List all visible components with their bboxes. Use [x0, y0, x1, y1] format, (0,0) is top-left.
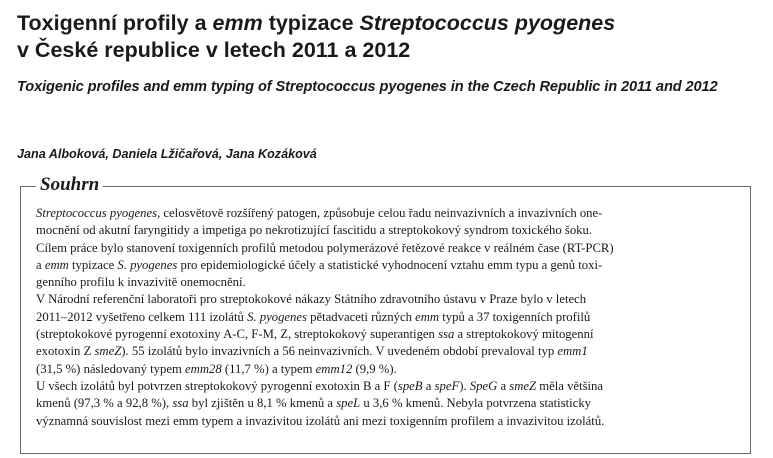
abstract-text: pro epidemiologické účely a statistické vyhodnocení vztahu emm typu a genů toxi- — [177, 257, 603, 272]
abstract-text: (11,7 %) a typem — [221, 361, 316, 376]
abstract-italic-text: smeZ — [94, 344, 122, 359]
english-title: Toxigenic profiles and emm typing of Streptococcus pyogenes in the Czech Republic in 2011 and 2012 — [17, 79, 718, 95]
title-line-1 — [17, 10, 767, 37]
abstract-text: (31,5 %) následovaný typem — [36, 361, 186, 376]
abstract-text: typizace — [68, 257, 118, 272]
abstract-text: kmenů (97,3 % a 92,8 %), — [36, 396, 173, 411]
abstract-text: typů a 37 toxigenních profilů — [439, 309, 591, 324]
abstract-box — [20, 174, 751, 454]
abstract-italic-text: emm1 — [557, 344, 588, 359]
abstract-italic-text: Streptococcus pyogenes, — [36, 206, 161, 220]
abstract-heading: Souhrn — [36, 174, 103, 196]
abstract-line — [36, 291, 736, 308]
abstract-italic-text: emm28 — [185, 361, 222, 376]
abstract-italic-text: ssa — [172, 396, 189, 411]
abstract-text: a streptokokový mitogenní — [454, 327, 594, 342]
abstract-text: u 3,6 % kmenů. Nebyla potvrzena statisticky — [360, 396, 592, 411]
abstract-text: Cílem práce bylo stanovení toxigenních profilů metodou polymerázové řetězové reakce v reálném čase (RT-PCR) — [36, 240, 614, 255]
abstract-text: významná souvislost mezi emm typem a invazivitou izolátů ani mezi toxigenním profilem a invazivitou izolátů. — [36, 413, 605, 428]
abstract-italic-text: smeZ — [509, 378, 537, 393]
abstract-line — [36, 240, 736, 257]
abstract-text: ). — [459, 378, 470, 393]
title-emm-italic: emm — [212, 11, 263, 35]
abstract-text: a — [36, 257, 45, 272]
abstract-text: měla většina — [536, 378, 604, 393]
abstract-text: U všech izolátů byl potvrzen streptokokový pyrogenní exotoxin B a F ( — [36, 378, 398, 393]
abstract-line — [36, 343, 736, 360]
abstract-line — [36, 326, 736, 343]
title-text: Toxigenní profily a — [17, 11, 213, 35]
abstract-text: celosvětově rozšířený patogen, způsobuje celou řadu neinvazivních a invazivních one- — [160, 206, 603, 220]
abstract-italic-text: S. pyogenes — [117, 257, 178, 272]
abstract-line — [36, 257, 736, 274]
abstract-italic-text: SpeG — [469, 378, 498, 393]
article-title — [17, 10, 767, 64]
abstract-text: genního profilu k invazivitě onemocnění. — [36, 275, 246, 290]
abstract-text: V Národní referenční laboratoři pro streptokokové nákazy Státního zdravotního ústavu v Praze bylo v letech — [36, 292, 587, 307]
abstract-text: (9,9 %). — [352, 361, 397, 376]
abstract-line — [36, 309, 736, 326]
abstract-body — [36, 205, 736, 430]
abstract-text: exotoxin Z — [36, 344, 95, 359]
abstract-text: a — [497, 378, 510, 393]
abstract-text: ). 55 izolátů bylo invazivních a 56 neinvazivních. V uvedeném období prevaloval typ — [121, 344, 558, 359]
abstract-text: 2011–2012 vyšetřeno celkem 111 izolátů — [36, 309, 248, 324]
abstract-line — [36, 361, 736, 378]
abstract-italic-text: emm — [415, 309, 440, 324]
abstract-italic-text: speB — [397, 378, 423, 393]
abstract-text: a — [422, 378, 435, 393]
title-text: typizace — [262, 11, 360, 35]
abstract-text: mocnění od akutní faryngitidy a impetiga po nekrotizující fascitidu a streptokokový syndrom toxického šoku. — [36, 223, 593, 238]
abstract-italic-text: S. pyogenes — [247, 309, 307, 324]
abstract-line — [36, 378, 736, 395]
abstract-line — [36, 205, 736, 222]
abstract-text: (streptokokové pyrogenní exotoxiny A-C, F-M, Z, streptokokový superantigen — [36, 327, 439, 342]
abstract-italic-text: speL — [336, 396, 361, 411]
authors: Jana Alboková, Daniela Lžičařová, Jana Kozáková — [17, 147, 317, 161]
title-species-italic: Streptococcus pyogenes — [359, 11, 616, 35]
title-line-2: v České republice v letech 2011 a 2012 — [17, 38, 411, 62]
abstract-italic-text: ssa — [438, 327, 455, 342]
abstract-line — [36, 413, 736, 430]
abstract-line — [36, 395, 736, 412]
abstract-line — [36, 274, 736, 291]
abstract-italic-text: emm12 — [315, 361, 353, 376]
abstract-italic-text: speF — [434, 378, 460, 393]
abstract-text: byl zjištěn u 8,1 % kmenů a — [188, 396, 337, 411]
abstract-text: pětadvaceti různých — [306, 309, 416, 324]
abstract-line — [36, 222, 736, 239]
abstract-italic-text: emm — [44, 257, 69, 272]
